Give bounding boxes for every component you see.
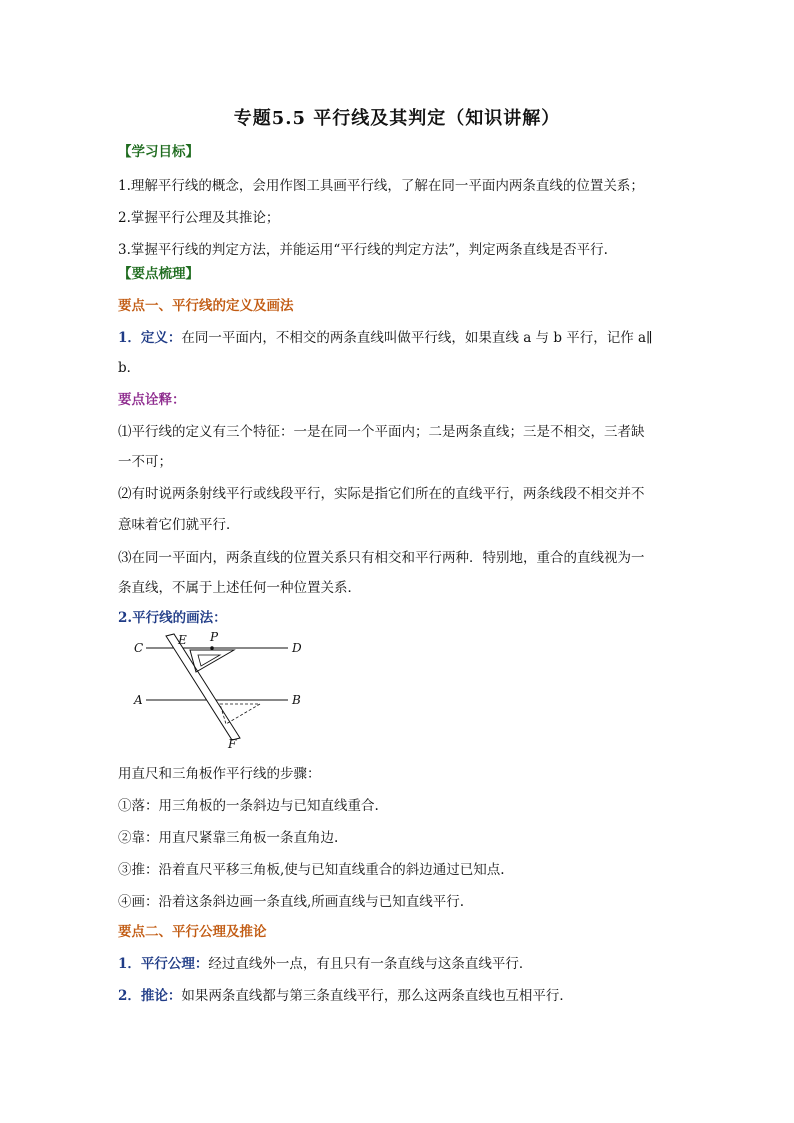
goal-item-3: 3.掌握平行线的判定方法，并能运用“平行线的判定方法”，判定两条直线是否平行. <box>118 242 608 258</box>
note-line-2: 一不可； <box>118 454 172 470</box>
drawing-method-heading: 2.平行线的画法： <box>118 610 227 626</box>
notes-heading: 要点诠释： <box>118 392 186 408</box>
label-c: C <box>134 641 144 655</box>
definition-text: 在同一平面内，不相交的两条直线叫做平行线，如果直线 a 与 b 平行，记作 a∥ <box>181 330 653 346</box>
label-d: D <box>292 641 302 655</box>
note-line-3: ⑵有时说两条射线平行或线段平行，实际是指它们所在的直线平行，两条线段不相交并不 <box>118 486 645 502</box>
step-1: ①落：用三角板的一条斜边与已知直线重合. <box>118 798 379 814</box>
definition-line-2: b． <box>118 360 141 376</box>
note-line-4: 意味着它们就平行． <box>118 517 240 533</box>
page-title: 专题5.5 平行线及其判定（知识讲解） <box>233 108 561 129</box>
label-f: F <box>228 737 237 750</box>
step-3: ③推：沿着直尺平移三角板,使与已知直线重合的斜边通过已知点. <box>118 862 505 878</box>
review-heading: 【要点梳理】 <box>118 266 199 282</box>
note-line-1: ⑴平行线的定义有三个特征：一是在同一个平面内；二是两条直线；三是不相交，三者缺 <box>118 424 645 440</box>
point2-heading: 要点二、平行公理及推论 <box>118 924 267 940</box>
step-4: ④画：沿着这条斜边画一条直线,所画直线与已知直线平行. <box>118 894 465 910</box>
goal-item-2: 2.掌握平行公理及其推论； <box>118 210 280 226</box>
label-e: E <box>178 633 187 647</box>
corollary-line <box>118 984 573 1004</box>
point1-heading: 要点一、平行线的定义及画法 <box>118 298 294 314</box>
label-b: B <box>292 693 301 707</box>
axiom-line <box>118 952 532 972</box>
axiom-label: 1．平行公理： <box>118 956 209 972</box>
parallel-line-figure <box>128 628 318 750</box>
point-p <box>210 646 214 650</box>
note-line-5: ⑶在同一平面内，两条直线的位置关系只有相交和平行两种．特别地，重合的直线视为一 <box>118 550 645 566</box>
steps-intro: 用直尺和三角板作平行线的步骤： <box>118 766 321 782</box>
step-2: ②靠：用直尺紧靠三角板一条直角边. <box>118 830 339 846</box>
label-a: A <box>134 693 143 707</box>
definition-label: 1．定义： <box>118 330 182 346</box>
corollary-text: 如果两条直线都与第三条直线平行，那么这两条直线也互相平行． <box>181 988 573 1004</box>
definition-line-1 <box>118 326 652 346</box>
learning-goals-heading: 【学习目标】 <box>118 144 199 160</box>
axiom-text: 经过直线外一点，有且只有一条直线与这条直线平行． <box>208 956 533 972</box>
goal-item-1: 1.理解平行线的概念，会用作图工具画平行线，了解在同一平面内两条直线的位置关系； <box>118 178 644 194</box>
note-line-6: 条直线，不属于上述任何一种位置关系． <box>118 580 361 596</box>
label-p: P <box>210 630 219 644</box>
corollary-label: 2．推论： <box>118 988 182 1004</box>
